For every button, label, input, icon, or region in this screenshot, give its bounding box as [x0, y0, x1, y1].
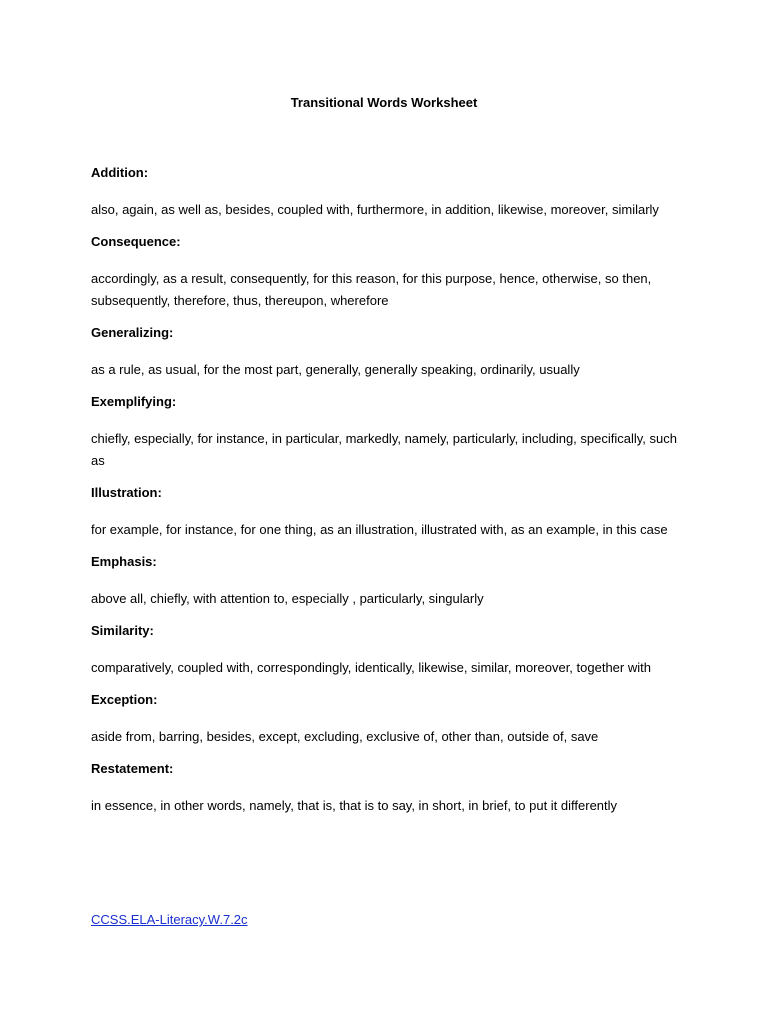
section-emphasis [91, 553, 691, 610]
section-illustration [91, 484, 691, 541]
section-heading: Exception: [91, 692, 158, 707]
section-consequence [91, 233, 691, 312]
section-text: for example, for instance, for one thing, as an illustration, illustrated with, as an example, in this case [91, 522, 668, 537]
section-text: in essence, in other words, namely, that is, that is to say, in short, in brief, to put it differently [91, 798, 618, 813]
section-text: as a rule, as usual, for the most part, generally, generally speaking, ordinarily, usually [91, 362, 580, 377]
standard-link-line [91, 911, 248, 928]
section-heading: Restatement: [91, 761, 174, 776]
section-heading: Generalizing: [91, 325, 174, 340]
section-text: aside from, barring, besides, except, excluding, exclusive of, other than, outside of, save [91, 729, 599, 744]
section-text: also, again, as well as, besides, coupled with, furthermore, in addition, likewise, moreover, similarly [91, 202, 659, 217]
section-heading: Illustration: [91, 485, 162, 500]
section-heading: Similarity: [91, 623, 154, 638]
document-body [91, 164, 691, 829]
section-restatement [91, 760, 691, 817]
section-exception [91, 691, 691, 748]
section-text: above all, chiefly, with attention to, especially , particularly, singularly [91, 591, 484, 606]
section-text: chiefly, especially, for instance, in particular, markedly, namely, particularly, including, specifically, such as [91, 431, 677, 468]
standard-link[interactable]: CCSS.ELA-Literacy.W.7.2c [91, 912, 248, 927]
section-addition [91, 164, 691, 221]
section-heading: Exemplifying: [91, 394, 177, 409]
section-text: comparatively, coupled with, correspondingly, identically, likewise, similar, moreover, together with [91, 660, 651, 675]
section-text: accordingly, as a result, consequently, for this reason, for this purpose, hence, otherwise, so then, subsequently, therefore, thus, thereupon, wherefore [91, 271, 652, 308]
section-exemplifying [91, 393, 691, 472]
page-title: Transitional Words Worksheet [290, 95, 478, 110]
section-generalizing [91, 324, 691, 381]
section-heading: Emphasis: [91, 554, 157, 569]
section-heading: Addition: [91, 165, 149, 180]
section-similarity [91, 622, 691, 679]
section-heading: Consequence: [91, 234, 181, 249]
